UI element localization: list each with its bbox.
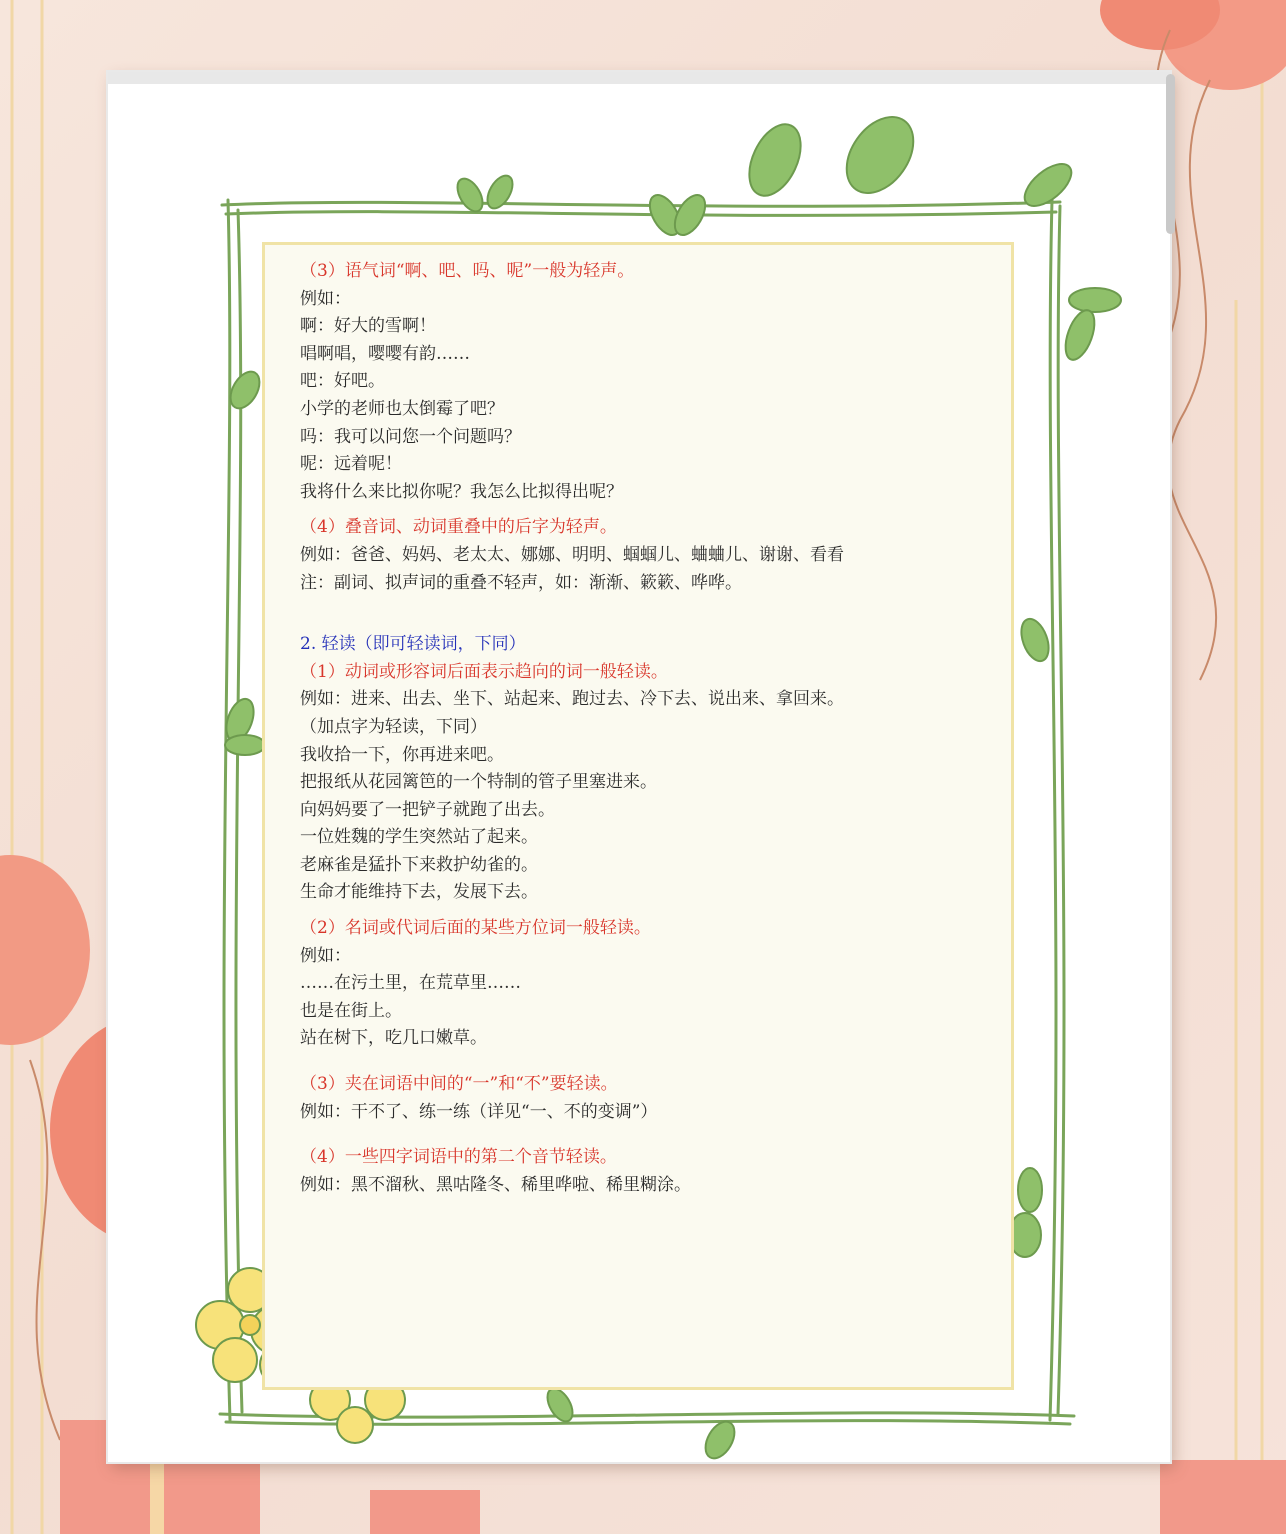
section-heading: （1）动词或形容词后面表示趋向的词一般轻读。 [300, 661, 668, 682]
text-line: 例如： [300, 945, 351, 966]
text-line: 也是在街上。 [300, 1000, 402, 1021]
text-line: 呢：远着呢！ [300, 454, 402, 475]
section-heading: （3）夹在词语中间的“一”和“不”要轻读。 [300, 1074, 618, 1095]
section-heading: （4）一些四字词语中的第二个音节轻读。 [300, 1147, 617, 1168]
section-heading: （3）语气词“啊、吧、吗、呢”一般为轻声。 [300, 261, 635, 281]
text-line: 例如：进来、出去、坐下、站起来、跑过去、冷下去、说出来、拿回来。 [300, 689, 844, 710]
chapter-title: 2. 轻读（即可轻读词，下同） [300, 634, 526, 655]
text-line: 例如：干不了、练一练（详见“一、不的变调”） [300, 1101, 658, 1122]
text-line: 我将什么来比拟你呢？我怎么比拟得出呢？ [300, 481, 623, 502]
section-heading: （4）叠音词、动词重叠中的后字为轻声。 [300, 517, 617, 538]
text-line: 把报纸从花园篱笆的一个特制的管子里塞进来。 [300, 772, 657, 793]
text-line: 站在树下，吃几口嫩草。 [300, 1028, 487, 1049]
text-line: 一位姓魏的学生突然站了起来。 [300, 827, 538, 848]
text-line: 吧：好吧。 [300, 371, 385, 392]
text-line: 生命才能维持下去，发展下去。 [300, 882, 538, 903]
text-line: 我收拾一下，你再进来吧。 [300, 744, 504, 765]
document-content [300, 258, 1000, 1199]
text-line: 小学的老师也太倒霉了吧？ [300, 398, 504, 419]
text-line: 老麻雀是猛扑下来救护幼雀的。 [300, 854, 538, 875]
text-line: ……在污土里，在荒草里…… [300, 973, 521, 994]
text-line: 向妈妈要了一把铲子就跑了出去。 [300, 799, 555, 820]
text-line: 注：副词、拟声词的重叠不轻声，如：渐渐、簌簌、哗哗。 [300, 572, 742, 593]
text-line: 吗：我可以问您一个问题吗？ [300, 426, 521, 447]
text-line: 例如： [300, 288, 351, 309]
section-heading: （2）名词或代词后面的某些方位词一般轻读。 [300, 918, 651, 939]
text-line: 例如：黑不溜秋、黑咕隆冬、稀里哗啦、稀里糊涂。 [300, 1174, 691, 1195]
text-line: （加点字为轻读，下同） [300, 716, 487, 737]
text-line: 唱啊唱，嘤嘤有韵…… [300, 343, 470, 364]
text-line: 例如：爸爸、妈妈、老太太、娜娜、明明、蝈蝈儿、蛐蛐儿、谢谢、看看 [300, 544, 844, 565]
text-line: 啊：好大的雪啊！ [300, 316, 436, 337]
